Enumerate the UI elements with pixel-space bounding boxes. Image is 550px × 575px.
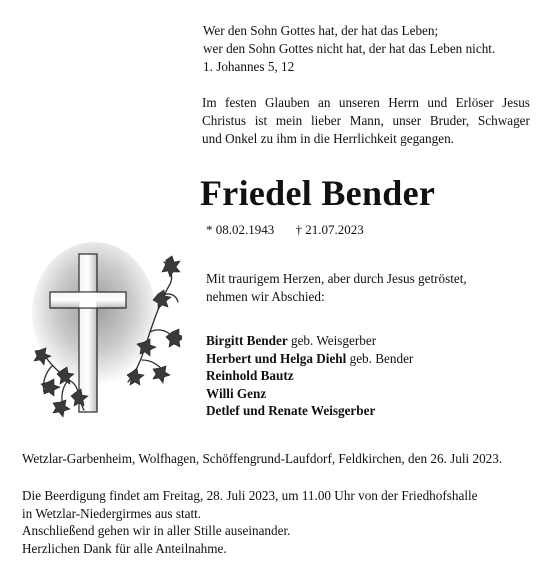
word: Jesus (502, 95, 530, 110)
word: Glauben (264, 95, 310, 110)
funeral-line-1: Die Beerdigung findet am Freitag, 28. Juli 2023, um 11.00 Uhr von der Friedhofshalle (22, 488, 478, 503)
mourner-name: Detlef und Renate Weisgerber (206, 403, 376, 418)
list-item (206, 402, 413, 420)
verse-line-1: Wer den Sohn Gottes hat, der hat das Leben; (203, 23, 439, 38)
mourner-name: Birgitt Bender (206, 333, 288, 348)
word: Herrn (388, 95, 420, 110)
word: festen (225, 95, 257, 110)
mourner-name: Willi Genz (206, 385, 267, 401)
mourning-text (206, 270, 467, 306)
death-date: † 21.07.2023 (295, 222, 364, 237)
intro-line-3: und Onkel zu ihm in die Herrlichkeit gegangen. (202, 131, 454, 146)
bible-verse (203, 22, 533, 76)
word: Im (202, 95, 217, 110)
family-list (206, 332, 413, 420)
funeral-line-4: Herzlichen Dank für alle Anteilnahme. (22, 540, 227, 556)
intro-text (202, 94, 530, 148)
word: mein (275, 113, 303, 128)
word: Mann, (349, 113, 384, 128)
word: Schwager (477, 113, 530, 128)
list-item (206, 350, 413, 368)
funeral-line-3: Anschließend gehen wir in aller Stille auseinander. (22, 523, 291, 539)
cross-with-ivy-icon (32, 232, 182, 422)
mourner-note: geb. Weisgerber (287, 333, 377, 348)
list-item (206, 385, 413, 403)
word: an (318, 95, 331, 110)
word: unser (392, 113, 422, 128)
word: ist (254, 113, 268, 128)
word: Bruder, (429, 113, 470, 128)
list-item (206, 367, 413, 385)
list-item (206, 332, 413, 350)
word: Erlöser (455, 95, 494, 110)
word: unseren (338, 95, 380, 110)
intro-line-2 (202, 112, 530, 130)
mourner-note: geb. Bender (346, 350, 414, 366)
mourner-name: Reinhold Bautz (206, 368, 294, 383)
mourning-line-2: nehmen wir Abschied: (206, 289, 325, 304)
intro-line-1 (202, 94, 530, 112)
mourner-name: Herbert und Helga Diehl (206, 350, 347, 366)
funeral-info (22, 487, 478, 557)
word: und (427, 95, 448, 110)
birth-date: * 08.02.1943 (206, 222, 275, 237)
word: Christus (202, 113, 246, 128)
places-and-date: Wetzlar-Garbenheim, Wolfhagen, Schöffengrund-Laufdorf, Feldkirchen, den 26. Juli 2023. (22, 451, 503, 466)
mourning-line-1: Mit traurigem Herzen, aber durch Jesus getröstet, (206, 271, 467, 286)
life-dates (206, 222, 382, 238)
verse-reference: 1. Johannes 5, 12 (203, 59, 295, 74)
funeral-line-2: in Wetzlar-Niedergirmes aus statt. (22, 505, 202, 521)
word: lieber (310, 113, 341, 128)
verse-line-2: wer den Sohn Gottes nicht hat, der hat das Leben nicht. (203, 41, 496, 56)
deceased-name: Friedel Bender (200, 173, 436, 213)
